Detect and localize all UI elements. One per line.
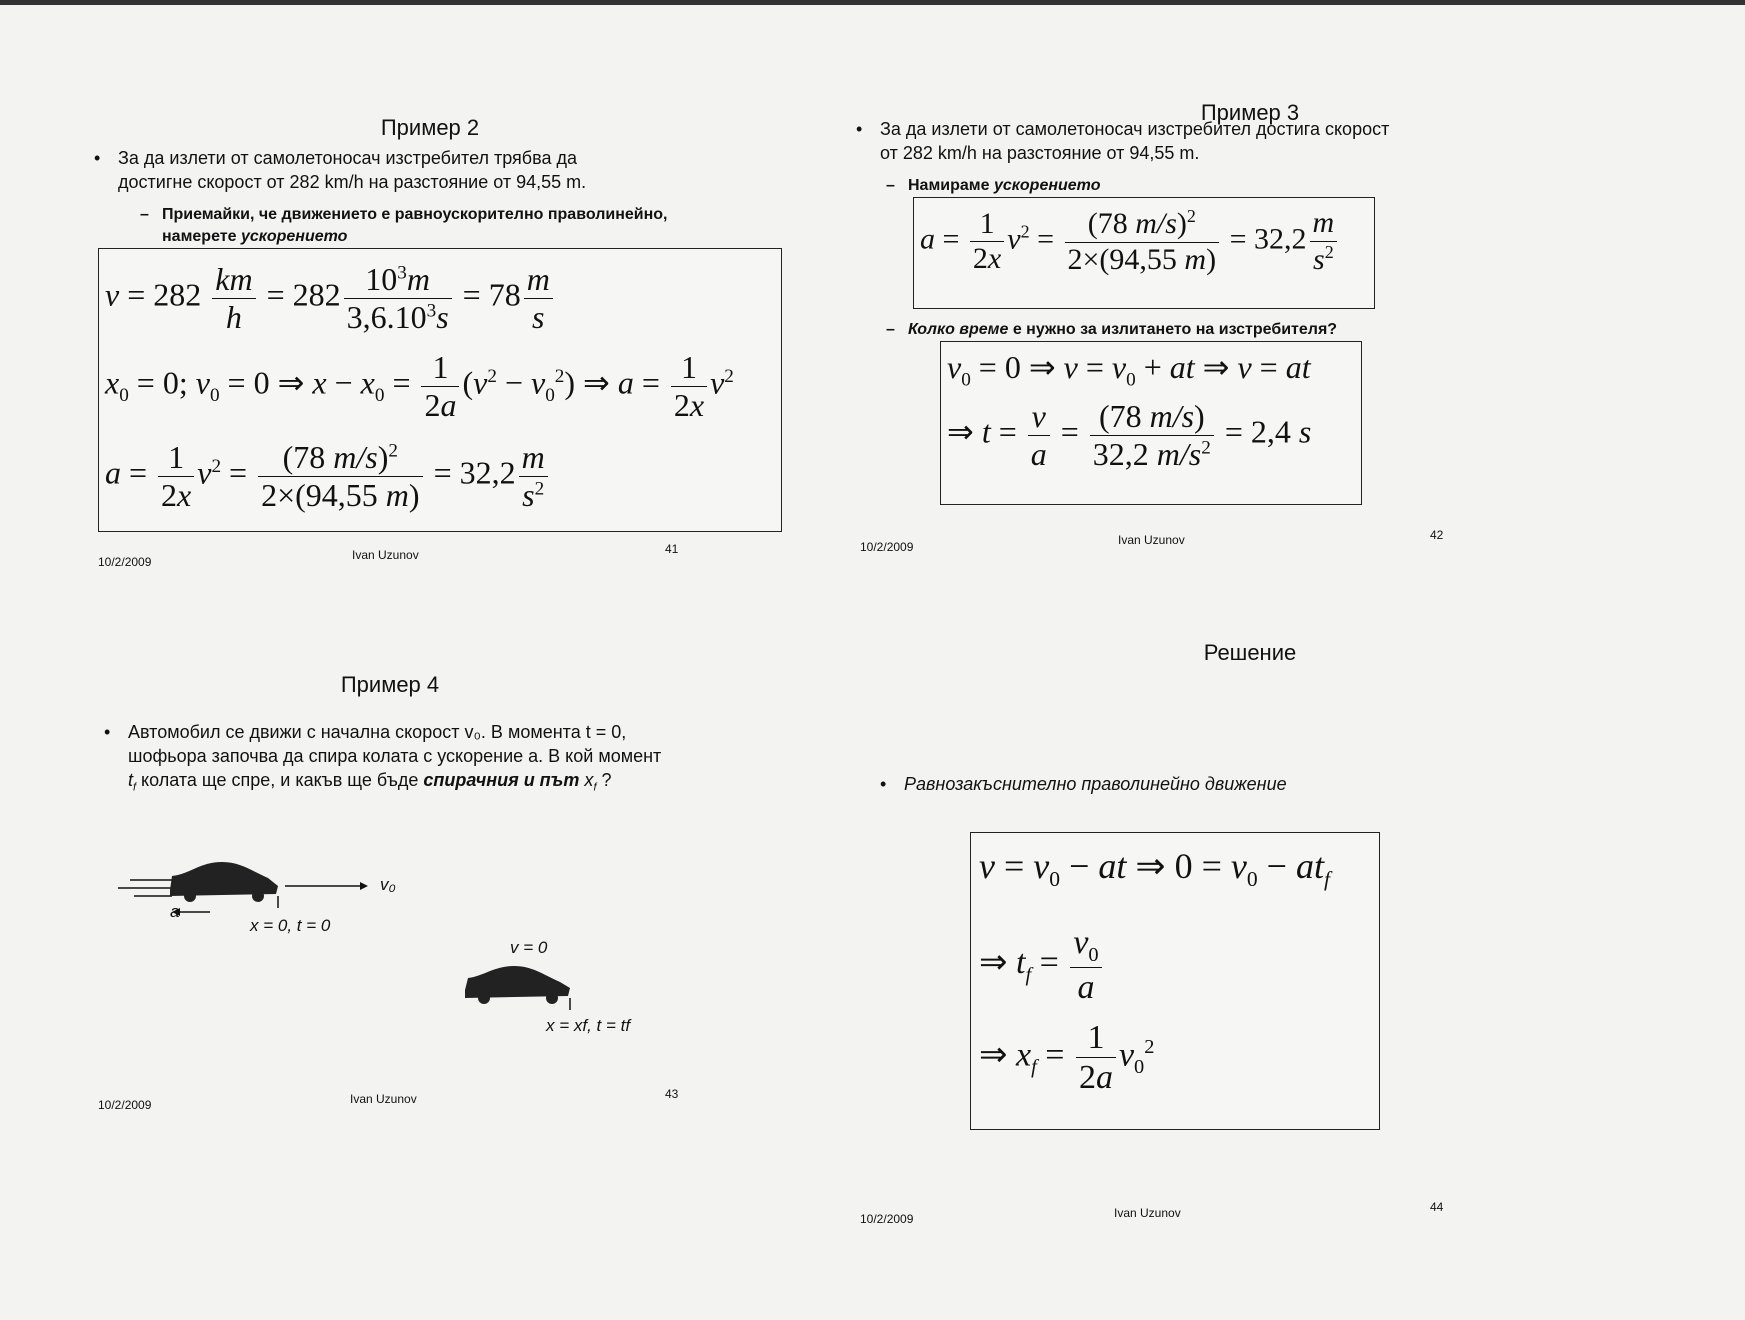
bullet-line: $t_f$ колата ще спре, и какъв ще бъде спирачния и път $x_f$ ? (128, 770, 612, 794)
car-silhouette-icon (170, 862, 278, 896)
formula-acceleration: a = $\frac{1}{2x}$ $v^2$ = $\frac{(78 m/s)^2}{2\times(94,55 m)}$ = 32,2 $\frac{m}{s^2}$ (920, 206, 1340, 277)
bullet-problem: • За да излети от самолетоносач изстребител достига скорост от 282 km/h на разстояние от 94,55 m. (880, 117, 1600, 165)
formula-box-acceleration (913, 197, 1375, 309)
formula-derivation: $x_0 = 0$; $v_0 = 0$ ⇒ $x - x_0$ = $\frac{1}{2a}$ $(v^2 - v_0^2)$ ⇒ a = $\frac{1}{2x}$ $v^2$ (105, 349, 734, 423)
sub-bullet: – Приемайки, че движението е равноускорително праволинейно, намерете ускорението (162, 204, 842, 248)
formula-acceleration: a = $\frac{1}{2x}$ $v^2$ = $\frac{(78 m/s)^2}{2\times(94,55 m)}$ = 32,2 $\frac{m}{s^2}$ (105, 439, 551, 514)
slide-title: Пример 4 (340, 672, 440, 697)
footer-page-number: 41 (665, 542, 679, 556)
bullet-line: шофьора започва да спира колата с ускорение a. В кой момент (128, 746, 662, 766)
slide-title: Решение (1203, 640, 1297, 665)
formula-stop-time: ⇒ $t_f$ = $\frac{v_0}{a}$ (979, 923, 1105, 1007)
formula-velocity-stop: $v = v_0$ − at ⇒ $0 = v_0 - at_f$ (979, 846, 1330, 892)
label-stop-position: x = xf, t = tf (546, 1016, 631, 1035)
footer-author: Ivan Uzunov (1114, 1206, 1181, 1220)
label-acceleration: a (170, 902, 180, 921)
scan-top-edge (0, 0, 1745, 5)
slide-42 (856, 85, 1700, 685)
formula-box-time (940, 341, 1362, 505)
bullet-line: За да излети от самолетоносач изстребител достига скорост (880, 119, 1390, 139)
sub-line: намерете ускорението (162, 228, 348, 245)
formula-velocity: v = 282 $\frac{km}{h}$ = 282 $\frac{10^3m}{3,6.10^3s}$ = 78 $\frac{m}{s}$ (105, 261, 556, 336)
footer-page-number: 42 (1430, 528, 1444, 542)
footer-author: Ivan Uzunov (352, 548, 419, 562)
formula-velocity-time: $v_0 = 0$ ⇒ $v = v_0$ + at ⇒ v = at (947, 349, 1311, 391)
footer-page-number: 44 (1430, 1200, 1444, 1214)
label-start-position: x = 0, t = 0 (250, 916, 331, 935)
bullet-line: достигне скорост от 282 km/h на разстояние от 94,55 m. (118, 172, 587, 192)
footer-date: 10/2/2009 (860, 540, 914, 554)
bullet-line: Равнозакъснително праволинейно движение (904, 774, 1287, 794)
bullet-problem: • Автомобил се движи с начална скорост v₀. В момента t = 0, шофьора започва да спира колата с ускорение a. В кой момент $t_f$ колата ще спре, и какъв ще бъде спирачния и път $x_f$ ? (128, 720, 788, 800)
slide-43 (10, 672, 850, 1320)
bullet-line: За да излети от самолетоносач изстребител трябва да (118, 148, 577, 168)
label-final-velocity: v = 0 (510, 938, 548, 957)
footer-page-number: 43 (665, 1087, 679, 1101)
slide-44 (860, 640, 1700, 1310)
footer-author: Ivan Uzunov (1118, 533, 1185, 547)
sub-bullet: – Колко време е нужно за излитането на изстребителя? (886, 321, 1338, 338)
bullet-dot: • (94, 148, 101, 168)
bullet-motion-type: • Равнозакъснително праволинейно движение (904, 772, 1504, 796)
formula-box (98, 248, 782, 532)
footer-author: Ivan Uzunov (350, 1092, 417, 1106)
footer-date: 10/2/2009 (860, 1212, 914, 1226)
car-stopped-diagram (460, 960, 600, 1020)
footer-date: 10/2/2009 (98, 1098, 152, 1112)
sub-line: Приемайки, че движението е равноускорително праволинейно, (162, 206, 668, 223)
label-initial-velocity: v₀ (380, 875, 396, 894)
formula-box-solution (970, 832, 1380, 1130)
slide-title: Пример 2 (380, 115, 480, 140)
bullet-problem (94, 146, 818, 194)
bullet-line: от 282 km/h на разстояние от 94,55 m. (880, 143, 1200, 163)
bullet-line: Автомобил се движи с начална скорост v₀. В момента t = 0, (128, 722, 627, 742)
sub-bullet: – Намираме ускорението (886, 177, 1101, 194)
slide-41 (10, 100, 850, 700)
formula-time: ⇒ t = $\frac{v}{a}$ = $\frac{(78 m/s)}{32,2 m/s^2}$ = 2,4 s (947, 398, 1312, 472)
formula-stop-distance: ⇒ $x_f$ = $\frac{1}{2a}$ $v_0^2$ (979, 1019, 1155, 1097)
footer-date: 10/2/2009 (98, 555, 152, 569)
slide-title: Пример 3 (1200, 100, 1300, 125)
